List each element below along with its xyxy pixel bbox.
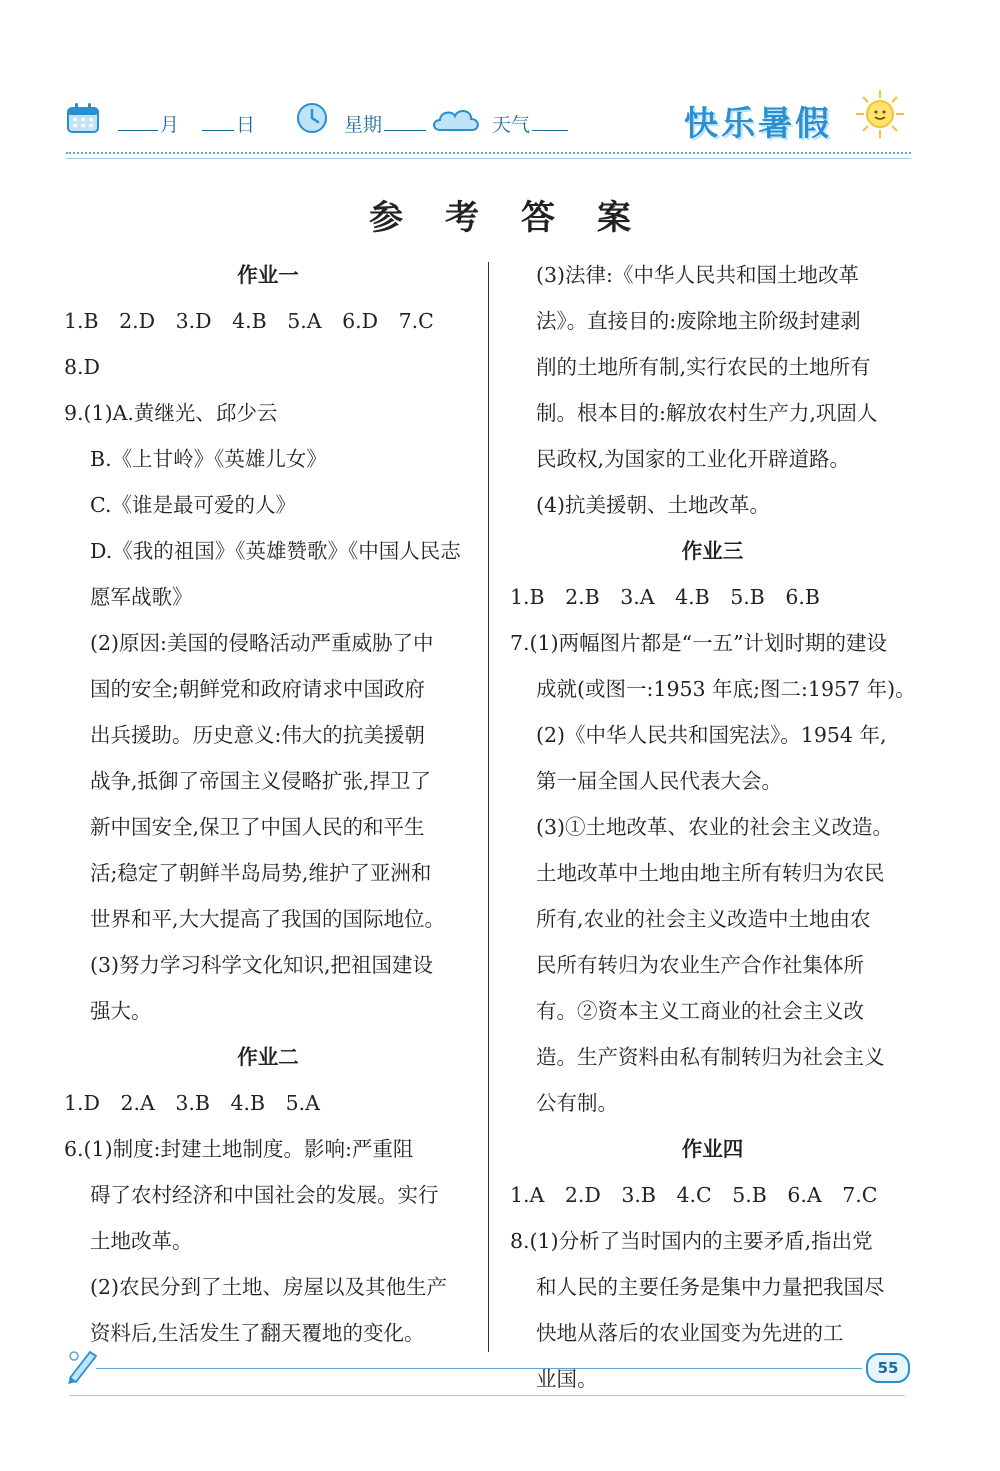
header-divider <box>66 152 911 159</box>
answer-line: 世界和平,大大提高了我国的国际地位。 <box>90 907 446 931</box>
section-title: 作业二 <box>237 1045 299 1069</box>
section-title: 作业三 <box>681 539 744 563</box>
cloud-icon <box>430 104 482 134</box>
answer-line: (4)抗美援朝、土地改革。 <box>536 493 771 517</box>
answer-line: 新中国安全,保卫了中国人民的和平生 <box>90 815 425 839</box>
answer-line: (2)原因:美国的侵略活动严重威胁了中 <box>90 631 434 655</box>
answer-line: 民政权,为国家的工业化开辟道路。 <box>536 447 851 471</box>
answer-line: 出兵援助。历史意义:伟大的抗美援朝 <box>90 723 425 747</box>
answer-line: 土地改革中土地由地主所有转归为农民 <box>536 861 885 885</box>
weekday-label: 星期 <box>344 114 383 136</box>
sun-icon <box>854 88 906 140</box>
answer-line: 造。生产资料由私有制转归为社会主义 <box>536 1045 885 1069</box>
answer-line: 1.D 2.A 3.B 4.B 5.A <box>64 1091 320 1115</box>
answer-line: 所有,农业的社会主义改造中土地由农 <box>536 907 871 931</box>
answer-line: 国的安全;朝鲜党和政府请求中国政府 <box>90 677 425 701</box>
answer-line: 1.B 2.B 3.A 4.B 5.B 6.B <box>510 585 820 609</box>
section-title: 作业一 <box>237 263 299 287</box>
answer-line: 民所有转归为农业生产合作社集体所 <box>536 953 864 977</box>
answer-line: (3)努力学习科学文化知识,把祖国建设 <box>90 953 434 977</box>
answer-line: 战争,抵御了帝国主义侵略扩张,捍卫了 <box>90 769 432 793</box>
answer-line: 1.A 2.D 3.B 4.C 5.B 6.A 7.C <box>510 1183 878 1207</box>
page-header <box>60 88 910 158</box>
answer-line: 8.D <box>64 355 100 379</box>
answer-line: C.《谁是最可爱的人》 <box>90 493 296 517</box>
right-column <box>510 252 915 1402</box>
month-label: 月 <box>160 114 180 136</box>
weekday-field <box>344 110 428 137</box>
answer-line: 土地改革。 <box>90 1229 193 1253</box>
answer-line: B.《上甘岭》《英雄儿女》 <box>90 447 327 471</box>
page-title: 参考答案 <box>369 198 673 238</box>
day-field <box>200 110 255 137</box>
calendar-icon <box>66 102 100 134</box>
answer-line: D.《我的祖国》《英雄赞歌》《中国人民志 <box>90 539 461 563</box>
weather-label: 天气 <box>492 114 531 136</box>
answer-line: 业国。 <box>536 1367 598 1391</box>
answer-line: 快地从落后的农业国变为先进的工 <box>536 1321 844 1345</box>
footer-line <box>96 1368 862 1369</box>
answer-line: 8.(1)分析了当时国内的主要矛盾,指出党 <box>510 1229 873 1253</box>
day-label: 日 <box>236 114 256 136</box>
answer-line: 法》。直接目的:废除地主阶级封建剥 <box>536 309 861 333</box>
answer-line: 活;稳定了朝鲜半岛局势,维护了亚洲和 <box>90 861 432 885</box>
weather-field <box>492 110 570 137</box>
answer-line: 制。根本目的:解放农村生产力,巩固人 <box>536 401 878 425</box>
answer-line: 1.B 2.D 3.D 4.B 5.A 6.D 7.C <box>64 309 434 333</box>
column-divider <box>488 262 489 1352</box>
month-field <box>116 110 179 137</box>
answer-line: 成就(或图一:1953 年底;图二:1957 年)。 <box>536 677 916 701</box>
brand-logo <box>666 88 906 154</box>
answer-line: (2)《中华人民共和国宪法》。1954 年, <box>536 723 887 747</box>
section-title: 作业四 <box>681 1137 744 1161</box>
answer-line: 有。②资本主义工商业的社会主义改 <box>536 999 864 1023</box>
answer-line: (3)法律:《中华人民共和国土地改革 <box>536 263 859 287</box>
brand-text: 快乐暑假 <box>684 104 832 144</box>
answer-line: 9.(1)A.黄继光、邱少云 <box>64 401 278 425</box>
answer-line: (3)①土地改革、农业的社会主义改造。 <box>536 815 894 839</box>
page-number: 55 <box>866 1353 910 1383</box>
answer-line: 和人民的主要任务是集中力量把我国尽 <box>536 1275 885 1299</box>
answer-line: 6.(1)制度:封建土地制度。影响:严重阻 <box>64 1137 414 1161</box>
answer-line: (2)农民分到了土地、房屋以及其他生产 <box>90 1275 448 1299</box>
answer-line: 公有制。 <box>536 1091 618 1115</box>
pen-icon <box>64 1344 100 1384</box>
answer-line: 第一届全国人民代表大会。 <box>536 769 782 793</box>
answer-line: 强大。 <box>90 999 152 1023</box>
answer-line: 资料后,生活发生了翻天覆地的变化。 <box>90 1321 425 1345</box>
answer-line: 碍了农村经济和中国社会的发展。实行 <box>90 1183 439 1207</box>
clock-icon <box>296 102 328 134</box>
answer-line: 7.(1)两幅图片都是“一五”计划时期的建设 <box>510 631 888 655</box>
answer-line: 削的土地所有制,实行农民的土地所有 <box>536 355 871 379</box>
left-column <box>64 252 472 1356</box>
footer-line-secondary <box>70 1395 905 1396</box>
answer-line: 愿军战歌》 <box>90 585 193 609</box>
